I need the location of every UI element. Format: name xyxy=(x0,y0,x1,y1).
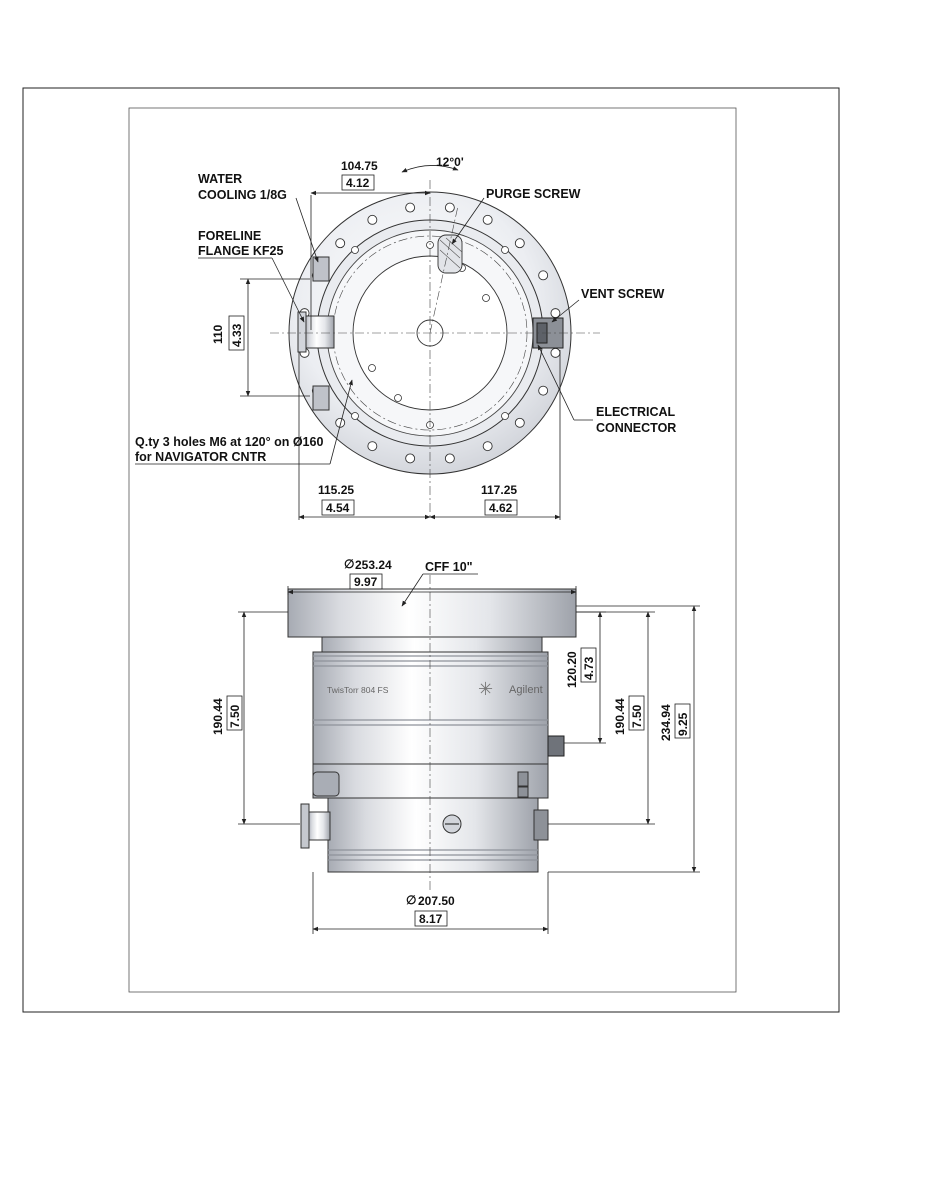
bolt-hole xyxy=(515,239,524,248)
bracket-side xyxy=(518,772,528,797)
dim-d-flange: 253.24 xyxy=(355,558,392,572)
side-body-lower xyxy=(328,798,538,872)
label-purge-screw: PURGE SCREW xyxy=(486,187,581,201)
bolt-hole xyxy=(336,239,345,248)
small-hole xyxy=(352,413,359,420)
label-foreline-2: FLANGE KF25 xyxy=(198,244,284,258)
side-body-upper xyxy=(313,652,548,764)
foreline-side xyxy=(301,804,330,848)
small-hole xyxy=(502,413,509,420)
dim-h-left-side-in: 7.50 xyxy=(228,704,242,728)
electrical-side xyxy=(534,810,548,840)
water-fitting-side xyxy=(313,772,339,796)
small-hole xyxy=(502,247,509,254)
label-electrical-1: ELECTRICAL xyxy=(596,405,676,419)
top-view xyxy=(270,180,600,520)
label-holes-note-1: Q.ty 3 holes M6 at 120° on Ø160 xyxy=(135,435,324,449)
side-flange xyxy=(288,589,576,637)
purge-screw-shape xyxy=(438,235,462,273)
dim-angle: 12°0' xyxy=(436,155,464,169)
bolt-hole xyxy=(483,215,492,224)
dim-w-br-in: 4.62 xyxy=(489,501,513,515)
dim-h-left-in: 4.33 xyxy=(230,323,244,347)
label-vent-screw: VENT SCREW xyxy=(581,287,665,301)
dim-h-right-in: 7.50 xyxy=(630,704,644,728)
label-water-cooling-1: WATER xyxy=(198,172,243,186)
brand-text: Agilent xyxy=(509,684,543,696)
dim-d-body-in: 8.17 xyxy=(419,912,443,926)
small-hole xyxy=(352,247,359,254)
dim-w-top-in: 4.12 xyxy=(346,176,370,190)
side-body-mid xyxy=(313,764,548,798)
brand-logo-star: ✳ xyxy=(478,679,494,700)
vent-screw-side xyxy=(548,736,564,756)
dia-symbol-flange: ∅ xyxy=(344,557,355,571)
bolt-hole xyxy=(539,386,548,395)
dim-w-bl: 115.25 xyxy=(318,483,355,497)
dim-w-br: 117.25 xyxy=(481,483,518,497)
dia-symbol-body: ∅ xyxy=(406,893,417,907)
dim-h-left: 110 xyxy=(211,324,225,344)
dim-w-bl-in: 4.54 xyxy=(326,501,350,515)
bolt-hole xyxy=(406,454,415,463)
label-flange: CFF 10" xyxy=(425,560,473,574)
dim-d-flange-in: 9.97 xyxy=(354,575,378,589)
bolt-hole xyxy=(406,203,415,212)
bolt-hole xyxy=(515,418,524,427)
dim-h-total-in: 9.25 xyxy=(676,712,690,736)
label-electrical-2: CONNECTOR xyxy=(596,421,677,435)
side-view xyxy=(288,575,576,890)
dim-h-right: 190.44 xyxy=(613,698,627,735)
bolt-hole xyxy=(483,442,492,451)
dim-h-total: 234.94 xyxy=(659,704,673,741)
label-holes-note-2: for NAVIGATOR CNTR xyxy=(135,450,267,464)
bolt-hole xyxy=(445,454,454,463)
side-neck xyxy=(322,637,542,653)
small-hole xyxy=(395,395,402,402)
bolt-hole xyxy=(445,203,454,212)
bolt-hole xyxy=(368,215,377,224)
bolt-hole xyxy=(539,271,548,280)
foreline-port xyxy=(298,312,334,352)
bolt-hole xyxy=(551,348,560,357)
small-hole xyxy=(369,365,376,372)
small-hole xyxy=(483,295,490,302)
dim-h-vent: 120.20 xyxy=(565,651,579,688)
model-text: TwisTorr 804 FS xyxy=(327,685,389,695)
dim-w-top: 104.75 xyxy=(341,159,378,173)
dim-h-vent-in: 4.73 xyxy=(582,656,596,680)
dim-d-body: 207.50 xyxy=(418,894,455,908)
label-foreline-1: FORELINE xyxy=(198,229,262,243)
label-water-cooling-2: COOLING 1/8G xyxy=(198,188,287,202)
bolt-hole xyxy=(368,442,377,451)
dim-h-left-side: 190.44 xyxy=(211,698,225,735)
